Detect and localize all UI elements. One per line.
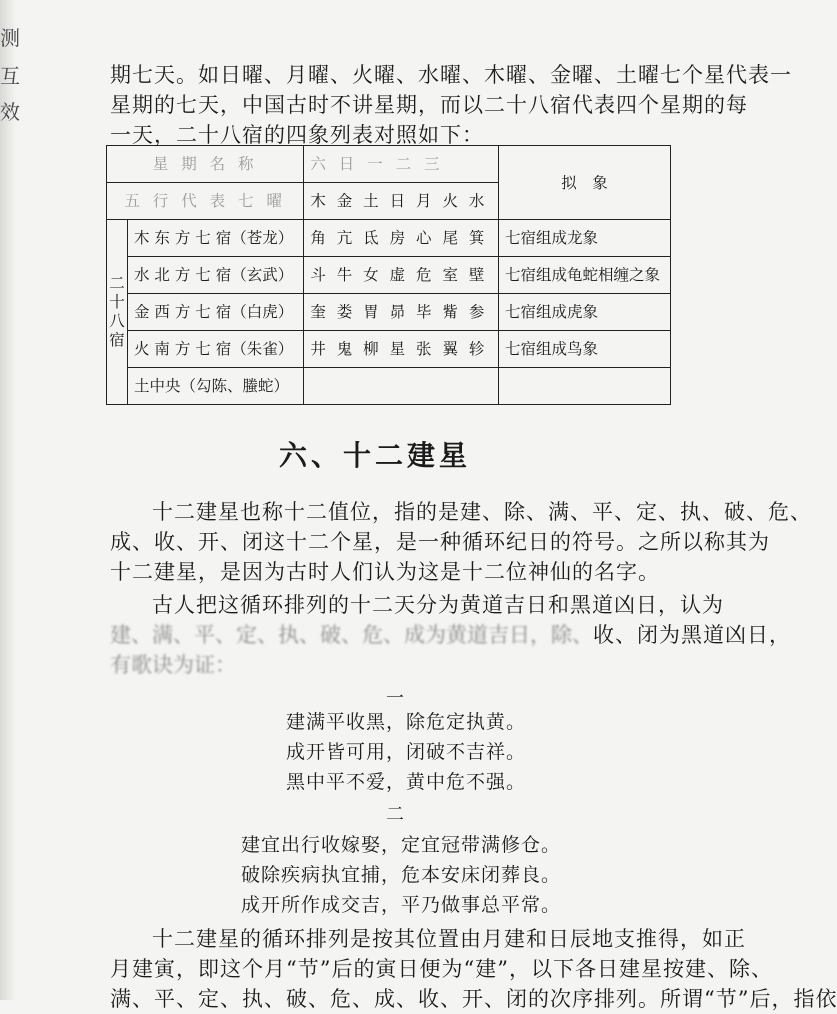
verse-line: 建满平收黑，除危定执黄。 bbox=[286, 711, 527, 733]
table-row bbox=[107, 294, 671, 331]
text-line: 月建寅，即这个月“节”后的寅日便为“建”，以下各日建星按建、除、 bbox=[110, 957, 773, 981]
text-line bbox=[110, 620, 791, 650]
text-line: 星期的七天，中国古时不讲星期，而以二十八宿代表四个星期的每 bbox=[110, 93, 748, 117]
text-line: 十二建星，是因为古时人们认为这是十二位神仙的名字。 bbox=[110, 560, 660, 584]
text-line: 一天，二十八宿的四象列表对照如下： bbox=[110, 123, 484, 147]
direction-cell: 水 北 方 七 宿（玄武） bbox=[128, 257, 304, 294]
empty-cell bbox=[498, 368, 670, 405]
group-label: 二十八宿 bbox=[107, 220, 128, 405]
verse-line: 成开所作成交吉，平乃做事总平常。 bbox=[241, 894, 562, 916]
body-paragraph-2 bbox=[110, 590, 791, 680]
margin-char: 互 bbox=[0, 64, 20, 88]
text-line: 十二建星的循环排列是按其位置由月建和日辰地支推得，如正 bbox=[152, 927, 746, 951]
verse-number: 二 bbox=[386, 804, 404, 825]
text-fragment: 收、闭为黑道凶日， bbox=[593, 623, 791, 647]
closing-paragraph bbox=[110, 924, 837, 1014]
image-cell: 七宿组成龟蛇相缠之象 bbox=[498, 257, 670, 294]
page-binding-edge bbox=[0, 0, 16, 1000]
body-paragraph-1 bbox=[110, 497, 812, 587]
direction-cell: 火 南 方 七 宿（朱雀） bbox=[128, 331, 304, 368]
image-cell: 七宿组成虎象 bbox=[498, 294, 670, 331]
stars-cell: 斗 牛 女 虚 危 室 壁 bbox=[304, 257, 499, 294]
center-cell: 土中央（勾陈、螣蛇） bbox=[128, 368, 304, 405]
stars-cell: 井 鬼 柳 星 张 翼 轸 bbox=[304, 331, 499, 368]
text-line: 满、平、定、执、破、危、成、收、开、闭的次序排列。所谓“节”后，指依 bbox=[110, 987, 837, 1011]
header-weekday-days: 六 日 一 二 三 bbox=[304, 146, 499, 183]
section-title: 六、十二建星 bbox=[278, 439, 471, 472]
direction-cell: 金 西 方 七 宿（白虎） bbox=[128, 294, 304, 331]
table-row bbox=[107, 368, 671, 405]
stars-cell: 角 亢 氐 房 心 尾 箕 bbox=[304, 220, 499, 257]
lunar-mansions-table bbox=[106, 145, 671, 405]
verse-number: 一 bbox=[386, 688, 404, 709]
table-header-row bbox=[107, 146, 671, 183]
table-row bbox=[107, 331, 671, 368]
verse-line: 破除疾病执宜捕，危本安床闭葬良。 bbox=[241, 864, 562, 886]
verse-block bbox=[286, 707, 526, 797]
header-element-planets: 五 行 代 表 七 曜 bbox=[107, 183, 304, 220]
intro-paragraph bbox=[110, 60, 792, 150]
verse-line: 建宜出行收嫁娶，定宜冠带满修仓。 bbox=[241, 834, 562, 856]
verse-block bbox=[241, 830, 561, 920]
blurred-text: 建、满、平、定、执、破、危、成为黄道吉日，除、 bbox=[110, 623, 593, 647]
table-row bbox=[107, 257, 671, 294]
text-line: 期七天。如日曜、月曜、火曜、水曜、木曜、金曜、土曜七个星代表一 bbox=[110, 63, 792, 87]
empty-cell bbox=[304, 368, 499, 405]
verse-line: 成开皆可用，闭破不吉祥。 bbox=[286, 741, 527, 763]
header-image: 拟 象 bbox=[498, 146, 670, 220]
text-line: 成、收、开、闭这十二个星，是一种循环纪日的符号。之所以称其为 bbox=[110, 530, 770, 554]
margin-char: 测 bbox=[0, 26, 20, 50]
direction-cell: 木 东 方 七 宿（苍龙） bbox=[128, 220, 304, 257]
image-cell: 七宿组成鸟象 bbox=[498, 331, 670, 368]
header-planets: 木 金 土 日 月 火 水 bbox=[304, 183, 499, 220]
stars-cell: 奎 娄 胃 昴 毕 觜 参 bbox=[304, 294, 499, 331]
header-weekday-name: 星 期 名 称 bbox=[107, 146, 304, 183]
verse-line: 黑中平不爱，黄中危不强。 bbox=[286, 771, 527, 793]
blurred-text: 有歌诀为证： bbox=[110, 653, 236, 677]
margin-char: 效 bbox=[0, 100, 20, 124]
table-row bbox=[107, 220, 671, 257]
image-cell: 七宿组成龙象 bbox=[498, 220, 670, 257]
text-line: 古人把这循环排列的十二天分为黄道吉日和黑道凶日，认为 bbox=[152, 593, 724, 617]
text-line: 十二建星也称十二值位，指的是建、除、满、平、定、执、破、危、 bbox=[152, 500, 812, 524]
